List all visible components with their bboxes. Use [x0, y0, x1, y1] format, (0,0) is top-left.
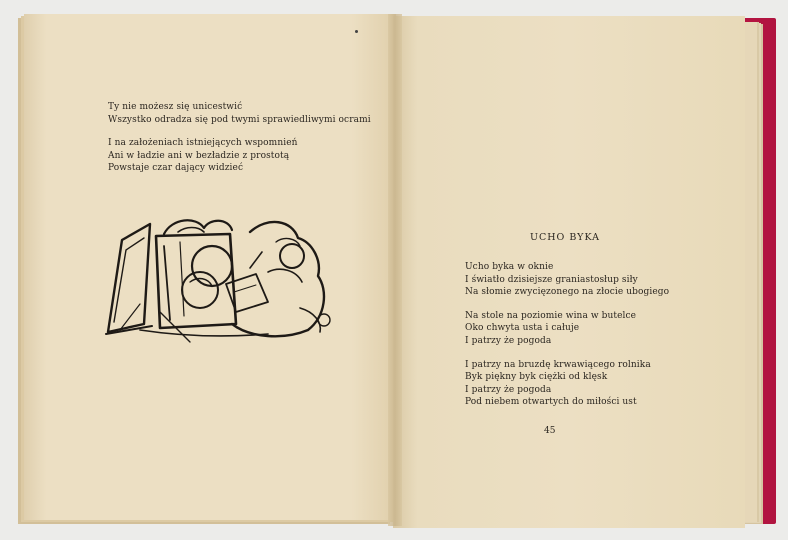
poem-line: Na stole na poziomie wina w butelce	[465, 310, 637, 321]
poem-line: I światło dzisiejsze graniastosłup siły	[465, 274, 638, 285]
left-poem	[108, 101, 371, 186]
poem-title: UCHO BYKA	[530, 232, 601, 243]
poem-line: Oko chwyta usta i całuje	[465, 323, 580, 334]
poem-line: I patrzy że pogoda	[465, 384, 552, 395]
stanza	[465, 359, 669, 409]
right-poem	[465, 261, 669, 420]
poem-line: Na słomie zwycięzonego na złocie ubogiego	[465, 287, 670, 298]
poem-line: Ani w ładzie ani w bezładzie z prostotą	[108, 150, 290, 161]
book-gutter	[388, 14, 402, 526]
ink-spot	[355, 30, 358, 33]
poem-line: I na założeniach istniejących wspomnień	[108, 138, 298, 149]
page-number: 45	[544, 426, 556, 436]
stanza	[108, 137, 371, 175]
poem-line: I patrzy że pogoda	[465, 335, 552, 346]
ink-drawing	[100, 212, 340, 348]
poem-line: Ucho byka w oknie	[465, 262, 554, 272]
poem-line: Byk piękny byk ciężki od klęsk	[465, 372, 608, 383]
poem-line: I patrzy na bruzdę krwawiącego rolnika	[465, 359, 651, 370]
poem-line: Pod niebem otwartych do miłości ust	[465, 397, 637, 408]
poem-line: Powstaje czar dający widzieć	[108, 163, 244, 174]
poem-line: Ty nie możesz się unicestwić	[108, 102, 243, 112]
stanza	[465, 261, 669, 299]
stanza	[108, 101, 371, 126]
stanza	[465, 310, 669, 348]
poem-line: Wszystko odradza się pod twymi sprawiedliwymi ocrami	[108, 114, 371, 125]
